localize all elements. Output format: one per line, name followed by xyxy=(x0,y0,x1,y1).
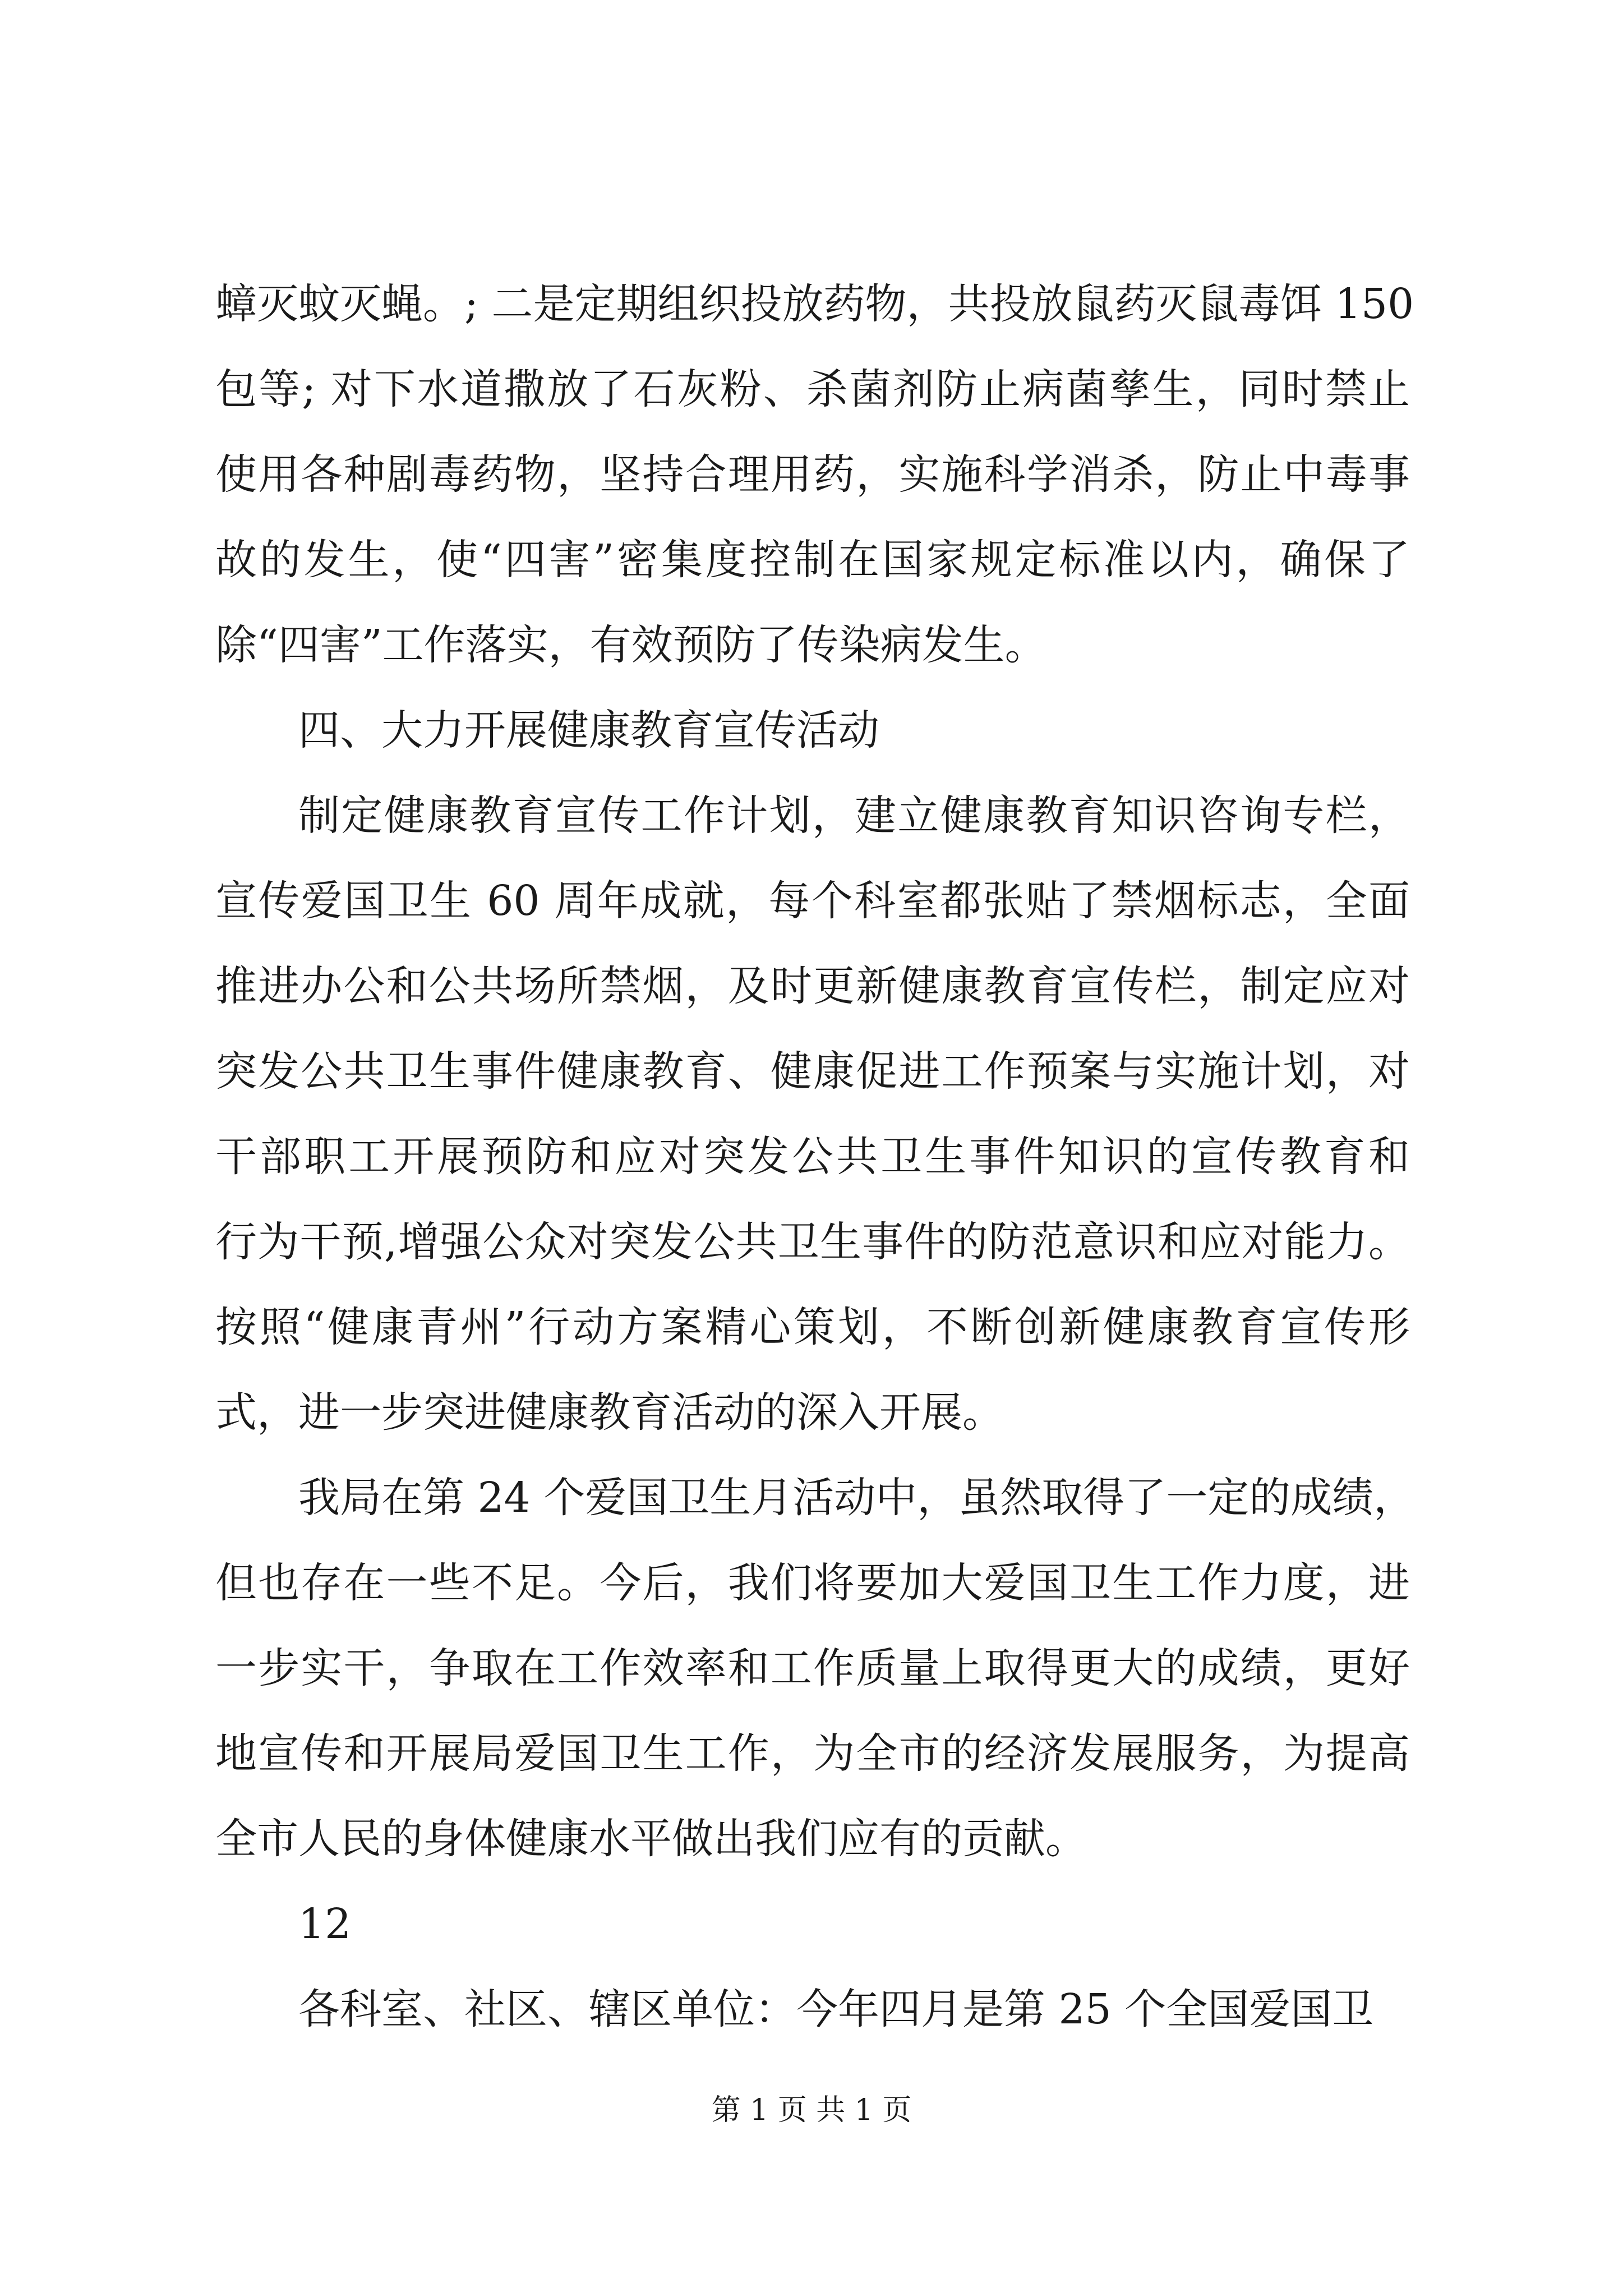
body-line: 各科室、社区、辖区单位：今年四月是第 25 个全国爱国卫 xyxy=(298,1985,1374,2033)
body-line: 地宣传和开展局爱国卫生工作，为全市的经济发展服务，为提高 xyxy=(215,1729,1410,1778)
body-line: 全市人民的身体健康水平做出我们应有的贡献。 xyxy=(215,1815,1087,1863)
body-line: 但也存在一些不足。今后，我们将要加大爱国卫生工作力度，进 xyxy=(215,1559,1410,1607)
page-number-text: 12 xyxy=(298,1900,352,1948)
page-footer: 第 1 页 共 1 页 xyxy=(711,2093,912,2127)
body-line: 推进办公和公共场所禁烟，及时更新健康教育宣传栏，制定应对 xyxy=(215,962,1410,1010)
body-line: 故的发生，使“四害”密集度控制在国家规定标准以内，确保了 xyxy=(215,536,1410,584)
body-line: 我局在第 24 个爱国卫生月活动中，虽然取得了一定的成绩， xyxy=(298,1474,1415,1522)
body-line: 按照“健康青州”行动方案精心策划，不断创新健康教育宣传形 xyxy=(215,1303,1410,1351)
section-heading: 四、大力开展健康教育宣传活动 xyxy=(298,706,879,754)
body-line: 除“四害”工作落实，有效预防了传染病发生。 xyxy=(215,621,1046,669)
body-line: 式，进一步突进健康教育活动的深入开展。 xyxy=(215,1388,1004,1437)
body-line: 制定健康教育宣传工作计划，建立健康教育知识咨询专栏， xyxy=(298,792,1410,840)
body-line: 行为干预,增强公众对突发公共卫生事件的防范意识和应对能力。 xyxy=(215,1218,1410,1266)
body-line: 一步实干，争取在工作效率和工作质量上取得更大的成绩，更好 xyxy=(215,1644,1410,1692)
body-line: 突发公共卫生事件健康教育、健康促进工作预案与实施计划，对 xyxy=(215,1047,1410,1096)
document-body xyxy=(215,261,1415,2052)
body-line: 宣传爱国卫生 60 周年成就，每个科室都张贴了禁烟标志，全面 xyxy=(215,877,1410,925)
body-line: 使用各种剧毒药物，坚持合理用药，实施科学消杀，防止中毒事 xyxy=(215,450,1410,499)
body-line: 包等; 对下水道撒放了石灰粉、杀菌剂防止病菌孳生，同时禁止 xyxy=(215,365,1410,413)
body-line: 干部职工开展预防和应对突发公共卫生事件知识的宣传教育和 xyxy=(215,1133,1410,1181)
body-line: 蟑灭蚊灭蝇。; 二是定期组织投放药物，共投放鼠药灭鼠毒饵 150 xyxy=(215,280,1414,328)
